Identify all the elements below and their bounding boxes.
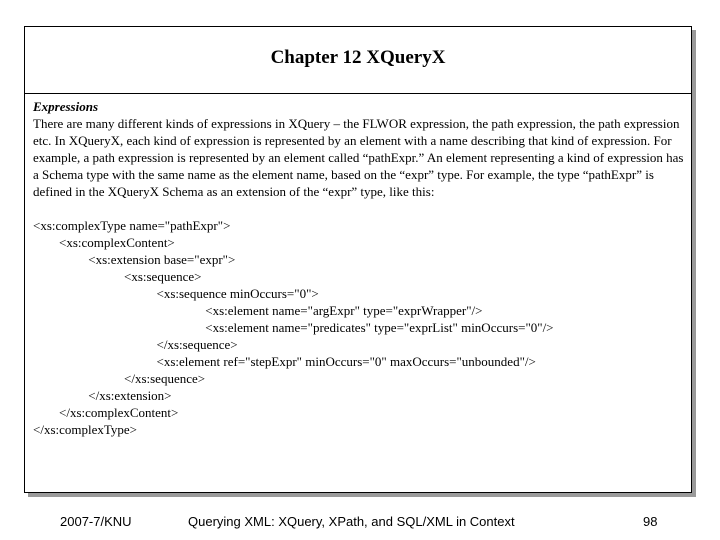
code-line: <xs:complexContent> bbox=[33, 235, 175, 250]
body-paragraph: There are many different kinds of expressions in XQuery – the FLWOR expression, the path expression, the path expression etc. In XQueryX, each kind of expression is represented by an element with a name describing that kind of expression. For example, a path expression is represented by an element called “pathExpr.” An element representing a kind of expression has a Schema type with the same name as the element name, based on the “expr” type. For example, the type “pathExpr” is defined in the XQueryX Schema as an extension of the “expr” type, like this: bbox=[33, 116, 684, 199]
code-line: <xs:extension base="expr"> bbox=[33, 252, 236, 267]
code-line: <xs:element name="predicates" type="exprList" minOccurs="0"/> bbox=[33, 320, 554, 335]
page-number: 98 bbox=[643, 514, 658, 529]
code-line: <xs:complexType name="pathExpr"> bbox=[33, 218, 231, 233]
footer-date: 2007-7/KNU bbox=[60, 514, 132, 529]
code-line: </xs:complexContent> bbox=[33, 405, 179, 420]
section-heading: Expressions bbox=[33, 99, 99, 114]
code-line: <xs:sequence> bbox=[33, 269, 202, 284]
code-line: <xs:element ref="stepExpr" minOccurs="0" maxOccurs="unbounded"/> bbox=[33, 354, 536, 369]
code-line: </xs:complexType> bbox=[33, 422, 138, 437]
slide-title: Chapter 12 XQueryX bbox=[270, 47, 446, 68]
code-listing bbox=[33, 217, 685, 438]
code-line: </xs:extension> bbox=[33, 388, 172, 403]
code-line: <xs:sequence minOccurs="0"> bbox=[33, 286, 319, 301]
footer-course-title: Querying XML: XQuery, XPath, and SQL/XML in Context bbox=[188, 514, 515, 529]
title-divider bbox=[25, 93, 691, 94]
code-line: </xs:sequence> bbox=[33, 371, 206, 386]
slide-frame bbox=[24, 26, 692, 493]
code-line: <xs:element name="argExpr" type="exprWrapper"/> bbox=[33, 303, 483, 318]
slide-content bbox=[33, 98, 685, 438]
code-line: </xs:sequence> bbox=[33, 337, 238, 352]
